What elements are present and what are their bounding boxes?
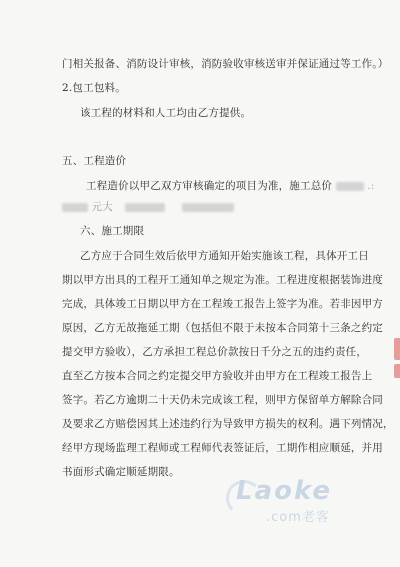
text-line: 工程造价以甲乙双方审核确定的项目为准，施工总价 .:	[86, 180, 375, 192]
text-line: 期以甲方出具的工程开工通知单之规定为准。工程进度根据装饰进度	[62, 274, 383, 286]
text-line: 该工程的材料和人工均由乙方提供。	[80, 107, 252, 119]
text-line: 提交甲方验收），乙方承担工程总价款按日千分之五的违约责任，	[62, 346, 368, 358]
text-line: 签字。若乙方逾期二十天仍未完成该工程，则甲方保留单方解除合同	[62, 394, 383, 406]
text-line: 直至乙方按本合同之约定提交甲方验收并由甲方在工程竣工报告上	[62, 370, 373, 382]
redacted-block	[336, 182, 364, 191]
redacted-block	[125, 203, 165, 212]
redacted-text: 元大	[91, 201, 113, 213]
stamp-edge-mark	[394, 338, 400, 360]
section-heading: 五、工程造价	[62, 155, 127, 167]
watermark	[226, 476, 376, 526]
text-line	[62, 200, 234, 214]
text-line: 及要求乙方赔偿因其上述违约行为导致甲方损失的权利。遇下列情况，	[62, 418, 394, 430]
text-line: 2.包工包料。	[62, 82, 126, 94]
watermark-logo: Laoke	[236, 476, 332, 506]
section-heading: 六、施工期限	[80, 225, 145, 237]
watermark-arc-icon	[226, 480, 262, 516]
redacted-block	[62, 203, 88, 212]
watermark-subtext: .com老客	[266, 510, 330, 525]
text-line: 原因，乙方无故拖延工期（包括但不限于未按本合同第十三条之约定	[62, 322, 383, 334]
text-line: 书面形式确定顺延期限。	[62, 466, 180, 478]
redacted-block	[182, 203, 234, 212]
price-text: 工程造价以甲乙双方审核确定的项目为准，施工总价	[86, 180, 333, 192]
text-line: 乙方应于合同生效后依甲方通知开始实施该工程，具体开工日	[80, 250, 369, 262]
text-line: 经甲方现场监理工程师或工程师代表签证后，工期作相应顺延，并用	[62, 442, 383, 454]
text-line: 门相关报备、消防设计审核，消防验收审核送审并保证通过等工作。）	[62, 58, 389, 70]
text-line: 完成，具体竣工日期以甲方在工程竣工报告上签字为准。若非因甲方	[62, 298, 383, 310]
stamp-edge-mark	[394, 364, 400, 378]
